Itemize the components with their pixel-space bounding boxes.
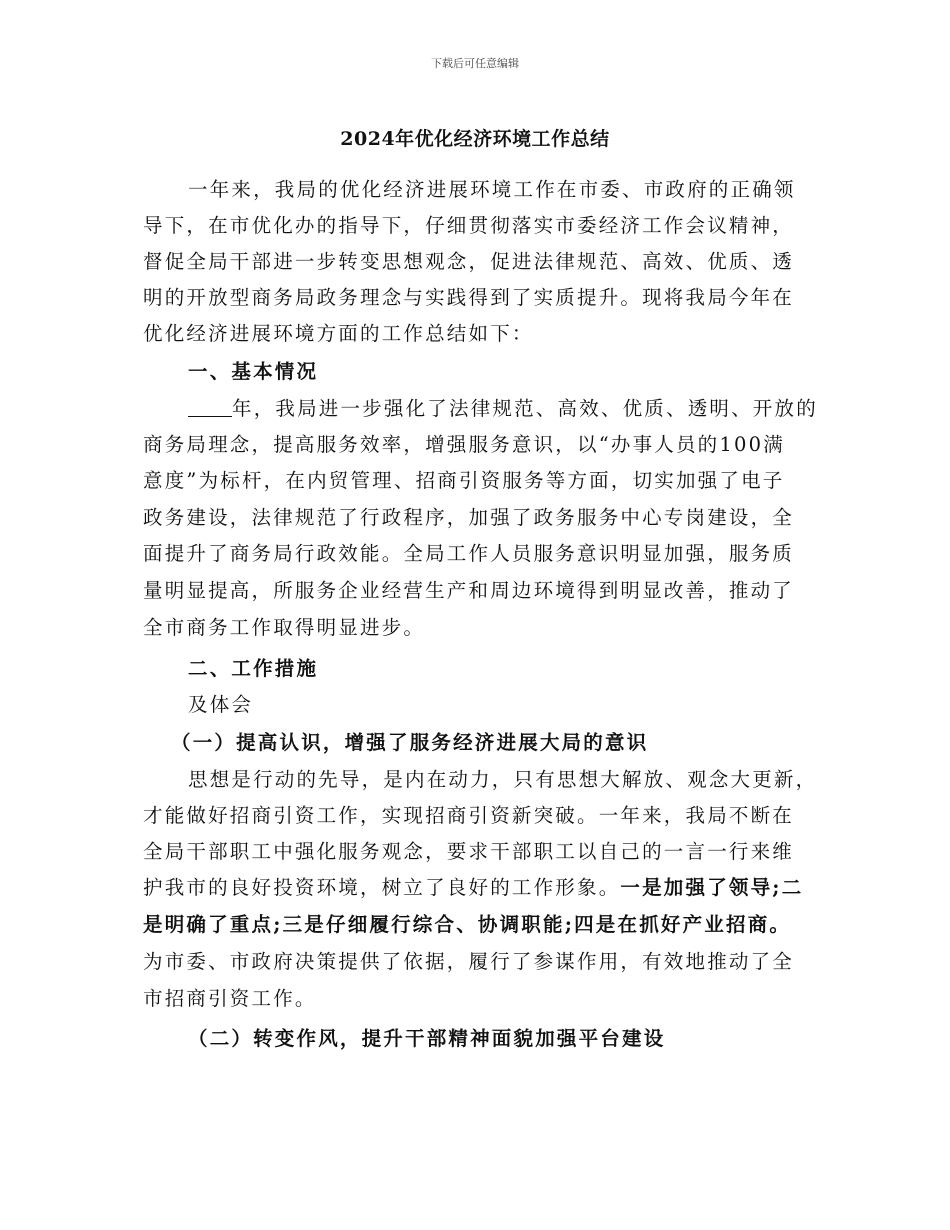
paragraph-line: 思想是行动的先导，是内在动力，只有思想大解放、观念大更新， [188,768,818,791]
subsection-heading: （二）转变作风，提升干部精神面貌加强平台建设 [188,1027,666,1050]
paragraph-line: 全局干部职工中强化服务观念，要求干部职工以自己的一言一行来维 [143,840,795,863]
paragraph-line: 才能做好招商引资工作，实现招商引资新突破。一年来，我局不断在 [143,804,795,827]
paragraph-line: 全市商务工作取得明显进步。 [143,616,426,639]
paragraph-text: 年，我局进一步强化了法律规范、高效、优质、透明、开放的 [232,397,818,420]
paragraph-line: 为市委、市政府决策提供了依据，履行了参谋作用，有效地推动了全 [143,950,795,973]
section-heading: 二、工作措施 [188,657,319,680]
section-heading: 一、基本情况 [188,360,319,383]
section-subheading: 及体会 [188,693,254,716]
intro-line: 督促全局干部进一步转变思想观念，促进法律规范、高效、优质、透 [143,250,795,273]
paragraph-text: 护我市的良好投资环境，树立了良好的工作形象。 [143,876,621,899]
paragraph-line: 意度”为标杆，在内贸管理、招商引资服务等方面，切实加强了电子 [143,469,785,492]
subsection-heading: （一）提高认识，增强了服务经济进展大局的意识 [171,731,649,754]
paragraph-line: 商务局理念，提高服务效率，增强服务意识，以“办事人员的100满 [143,433,785,456]
intro-line: 明的开放型商务局政务理念与实践得到了实质提升。现将我局今年在 [143,286,795,309]
document-title: 2024年优化经济环境工作总结 [340,128,610,150]
paragraph-line: 市招商引资工作。 [143,987,317,1010]
intro-line: 一年来，我局的优化经济进展环境工作在市委、市政府的正确领 [188,178,796,201]
bold-text: 一是加强了领导;二 [620,876,804,899]
bold-paragraph-line: 是明确了重点;三是仔细履行综合、协调职能;四是在抓好产业招商。 [143,913,792,936]
paragraph-line: 政务建设，法律规范了行政程序，加强了政务服务中心专岗建设，全 [143,506,795,529]
paragraph-line: 面提升了商务局行政效能。全局工作人员服务意识明显加强，服务质 [143,542,795,565]
intro-line: 导下，在市优化办的指导下，仔细贯彻落实市委经济工作会议精神， [143,214,795,237]
header-note: 下载后可任意编辑 [431,57,519,70]
paragraph-line [143,874,803,902]
fill-in-blank [188,398,232,417]
intro-line: 优化经济进展环境方面的工作总结如下： [143,322,534,345]
paragraph-line [188,395,818,423]
paragraph-line: 量明显提高，所服务企业经营生产和周边环境得到明显改善，推动了 [143,579,795,602]
